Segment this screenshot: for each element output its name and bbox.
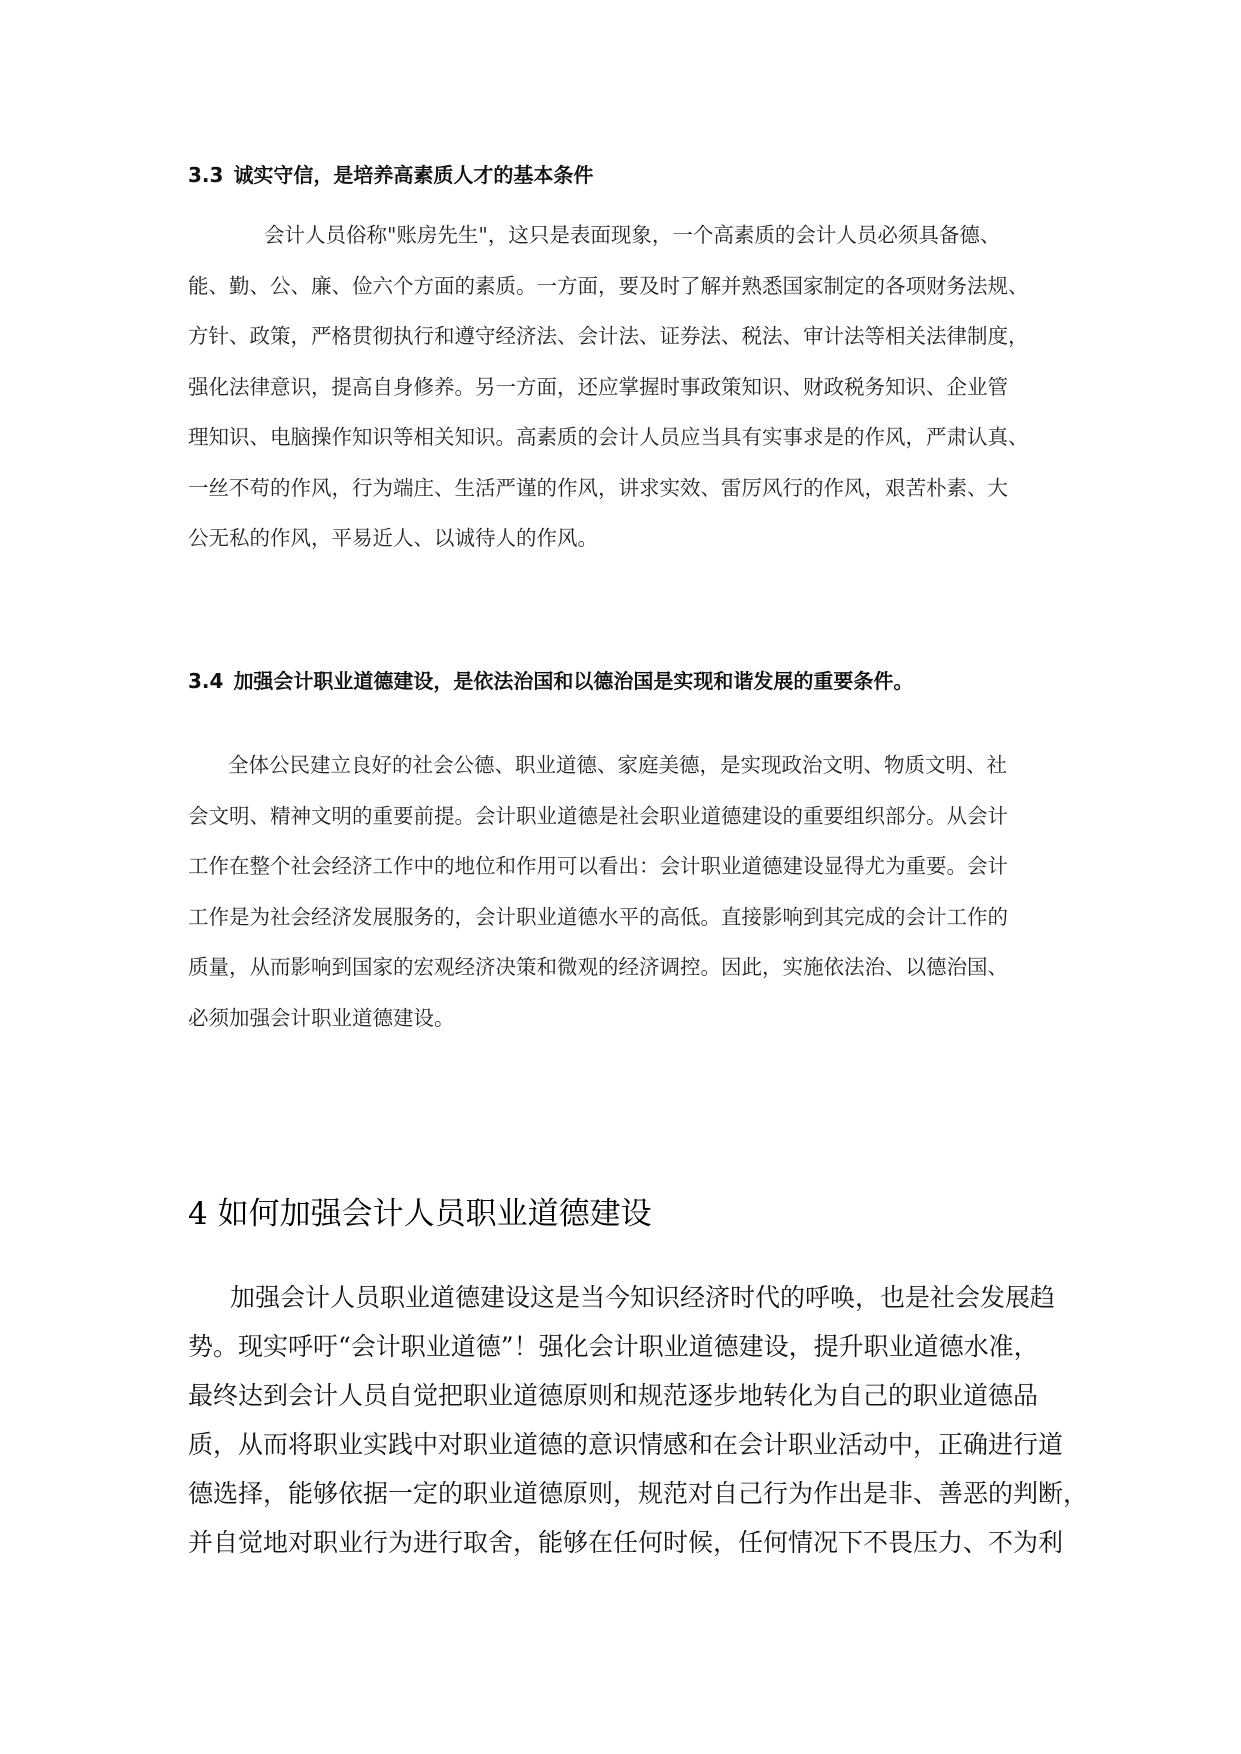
section-3-3-number: 3.3 xyxy=(188,163,224,187)
paragraph-line: 公无私的作风，平易近人、以诚待人的作风。 xyxy=(188,526,598,550)
paragraph-line: 理知识、电脑操作知识等相关知识。高素质的会计人员应当具有实事求是的作风，严肃认真、 xyxy=(188,425,1029,449)
paragraph-line: 工作是为社会经济发展服务的，会计职业道德水平的高低。直接影响到其完成的会计工作的 xyxy=(188,904,1008,929)
paragraph-line: 质量，从而影响到国家的宏观经济决策和微观的经济调控。因此，实施依法治、以德治国、 xyxy=(188,955,1008,979)
paragraph-line: 全体公民建立良好的社会公德、职业道德、家庭美德，是实现政治文明、物质文明、社 xyxy=(228,753,1007,777)
paragraph-line: 并自觉地对职业行为进行取舍，能够在任何时候，任何情况下不畏压力、不为利 xyxy=(188,1528,1064,1557)
paragraph-line: 能、勤、公、廉、俭六个方面的素质。一方面，要及时了解并熟悉国家制定的各项财务法规、 xyxy=(188,273,1029,298)
paragraph-line: 会文明、精神文明的重要前提。会计职业道德是社会职业道德建设的重要组织部分。从会计 xyxy=(188,803,1008,828)
section-3-3-paragraph xyxy=(188,210,1060,564)
section-3-3-heading xyxy=(188,161,593,189)
section-3-3-title: 诚实守信，是培养高素质人才的基本条件 xyxy=(233,163,594,187)
paragraph-line: 最终达到会计人员自觉把职业道德原则和规范逐步地转化为自己的职业道德品 xyxy=(188,1381,1039,1410)
paragraph-line: 强化法律意识，提高自身修养。另一方面，还应掌握时事政策知识、财政税务知识、企业管 xyxy=(188,374,1008,399)
paragraph-line: 德选择，能够依据一定的职业道德原则，规范对自己行为作出是非、善恶的判断， xyxy=(188,1479,1089,1508)
paragraph-line: 会计人员俗称"账房先生"，这只是表面现象，一个高素质的会计人员必须具备德、 xyxy=(264,223,1001,247)
section-3-4-number: 3.4 xyxy=(188,669,224,693)
section-4-paragraph xyxy=(188,1273,1089,1567)
section-4-heading: 4 如何加强会计人员职业道德建设 xyxy=(188,1196,652,1232)
paragraph-line: 方针、政策，严格贯彻执行和遵守经济法、会计法、证券法、税法、审计法等相关法律制度， xyxy=(188,324,1029,348)
paragraph-line: 加强会计人员职业道德建设这是当今知识经济时代的呼唤，也是社会发展趋 xyxy=(230,1283,1056,1312)
section-3-4-paragraph xyxy=(188,740,1060,1043)
paragraph-line: 工作在整个社会经济工作中的地位和作用可以看出：会计职业道德建设显得尤为重要。会计 xyxy=(188,854,1008,878)
section-3-4-heading xyxy=(188,667,913,695)
paragraph-line: 质，从而将职业实践中对职业道德的意识情感和在会计职业活动中，正确进行道 xyxy=(188,1430,1064,1459)
paragraph-line: 势。现实呼吁“会计职业道德”！强化会计职业道德建设，提升职业道德水准， xyxy=(188,1332,1039,1361)
paragraph-line: 必须加强会计职业道德建设。 xyxy=(188,1005,455,1030)
paragraph-line: 一丝不苟的作风，行为端庄、生活严谨的作风，讲求实效、雷厉风行的作风，艰苦朴素、大 xyxy=(188,475,1008,500)
section-3-4-title: 加强会计职业道德建设，是依法治国和以德治国是实现和谐发展的重要条件。 xyxy=(233,669,914,693)
